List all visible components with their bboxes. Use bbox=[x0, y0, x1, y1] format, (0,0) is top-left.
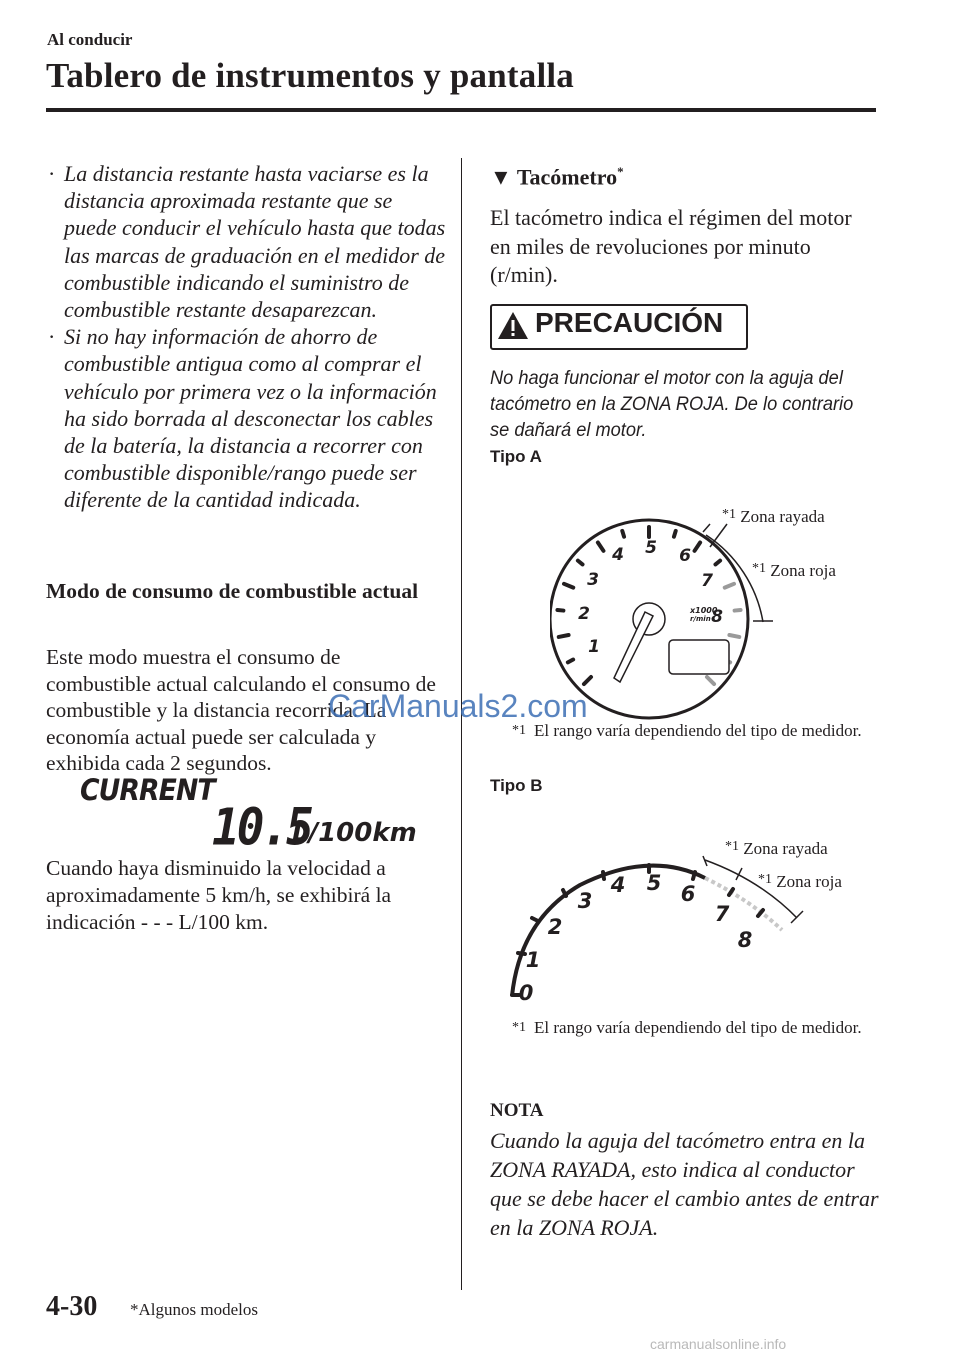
gauge-a-tick bbox=[568, 660, 573, 663]
gauge-a-number: 2 bbox=[578, 604, 590, 624]
gauge-unit-top: x1000 bbox=[690, 606, 718, 615]
nota-body: Cuando la aguja del tacómetro entra en la ZONA RAYADA, esto indica al conductor que se debe hacer el cambio antes de entrar en la ZONA ROJA. bbox=[490, 1128, 879, 1240]
gauge-b-number: 0 bbox=[518, 981, 534, 1005]
section-label: Al conducir bbox=[47, 30, 133, 49]
tipo-a-label: Tipo A bbox=[490, 447, 542, 466]
gauge-a-number: 1 bbox=[588, 637, 600, 657]
tach-heading: ▼ Tacómetro* bbox=[490, 164, 624, 190]
gauge-a-number: 5 bbox=[645, 538, 657, 558]
gauge-b-number: 1 bbox=[525, 948, 541, 972]
zona-roja-label-a: $^{*1}$ Zona roja bbox=[752, 561, 836, 580]
bullet-item: · Si no hay información de ahorro de combustible antigua como al comprar el vehículo por primera vez o la información ha sido borrada al desconectar los cables de la batería, la distancia a recorrer con combustible disponible/rango puede ser diferente de la cantidad indicada. bbox=[48, 324, 437, 513]
bullet-item: · La distancia restante hasta vaciarse es la distancia aproximada restante que se puede conducir el vehículo hasta que todas las marcas de graduación en el medidor de combustible indicando el suministro de combustible restante desaparezcan. bbox=[48, 161, 446, 323]
footnote-a: *1 El rango varía dependiendo del tipo de medidor. bbox=[512, 721, 862, 740]
gauge-a-number: 7 bbox=[701, 571, 713, 591]
gauge-a-tick bbox=[622, 531, 624, 537]
gauge-b-number: 2 bbox=[547, 915, 563, 939]
footer-note: *Algunos modelos bbox=[130, 1300, 258, 1319]
nota-heading: NOTA bbox=[490, 1100, 544, 1121]
gauge-a-tick bbox=[559, 635, 569, 637]
lcd-fuel-value: 10.5 bbox=[212, 797, 311, 857]
caution-title: PRECAUCIÓN bbox=[535, 307, 724, 338]
gauge-a-number: 6 bbox=[679, 546, 691, 566]
gauge-unit-bottom: r/min bbox=[690, 615, 711, 623]
bullet-list bbox=[46, 160, 446, 514]
caution-body: No haga funcionar el motor con la aguja del tacómetro en la ZONA ROJA. De lo contrario se dañará el motor. bbox=[490, 368, 854, 441]
gauge-b-number: 7 bbox=[714, 902, 730, 926]
lcd-fuel-unit: L/100km bbox=[292, 818, 417, 848]
gauge-b-number: 6 bbox=[680, 882, 696, 906]
mode-heading: Modo de consumo de combustible actual bbox=[46, 579, 419, 603]
zona-roja-label-b: $^{*1}$ Zona roja bbox=[758, 872, 842, 891]
page-number: 4-30 bbox=[46, 1291, 98, 1322]
gauge-a-number: 8 bbox=[711, 607, 723, 627]
mode-body: Este modo muestra el consumo de combustible actual calculando el consumo de combustible y la distancia recorrida. La economía actual puede ser calculada y exhibida cada 2 segundos. bbox=[46, 645, 436, 775]
triangle-down-icon: ▼ bbox=[490, 164, 512, 190]
gauge-a-number: 4 bbox=[612, 545, 624, 565]
lcd-current-label: CURRENT bbox=[80, 773, 215, 807]
gauge-a-tick bbox=[674, 531, 676, 537]
gauge-b-number: 4 bbox=[610, 873, 626, 897]
zona-rayada-label-a: $^{*1}$ Zona rayada bbox=[722, 507, 825, 526]
footnote-b: *1 El rango varía dependiendo del tipo de medidor. bbox=[512, 1018, 862, 1037]
gauge-b-number: 8 bbox=[737, 928, 753, 952]
page-title: Tablero de instrumentos y pantalla bbox=[46, 56, 574, 95]
gauge-a-tick bbox=[557, 610, 563, 611]
tipo-b-label: Tipo B bbox=[490, 776, 543, 795]
gauge-b-number: 3 bbox=[577, 889, 593, 913]
title-rule bbox=[46, 108, 876, 112]
asterisk: * bbox=[617, 164, 624, 179]
gauge-a-tick bbox=[729, 635, 739, 637]
gauge-a-number: 3 bbox=[587, 570, 599, 590]
watermark: CarManuals2.com bbox=[328, 688, 588, 724]
warning-icon bbox=[497, 311, 529, 340]
tach-body: El tacómetro indica el régimen del motor en miles de revoluciones por minuto (r/min). bbox=[490, 205, 852, 287]
after-display-text: Cuando haya disminuido la velocidad a aproximadamente 5 km/h, se exhibirá la indicación - - - L/100 km. bbox=[46, 856, 392, 934]
gauge-a-tick bbox=[735, 610, 741, 611]
site-watermark: carmanualsonline.info bbox=[650, 1336, 787, 1352]
zona-rayada-label-b: $^{*1}$ Zona rayada bbox=[725, 839, 828, 858]
gauge-b-number: 5 bbox=[646, 871, 662, 895]
